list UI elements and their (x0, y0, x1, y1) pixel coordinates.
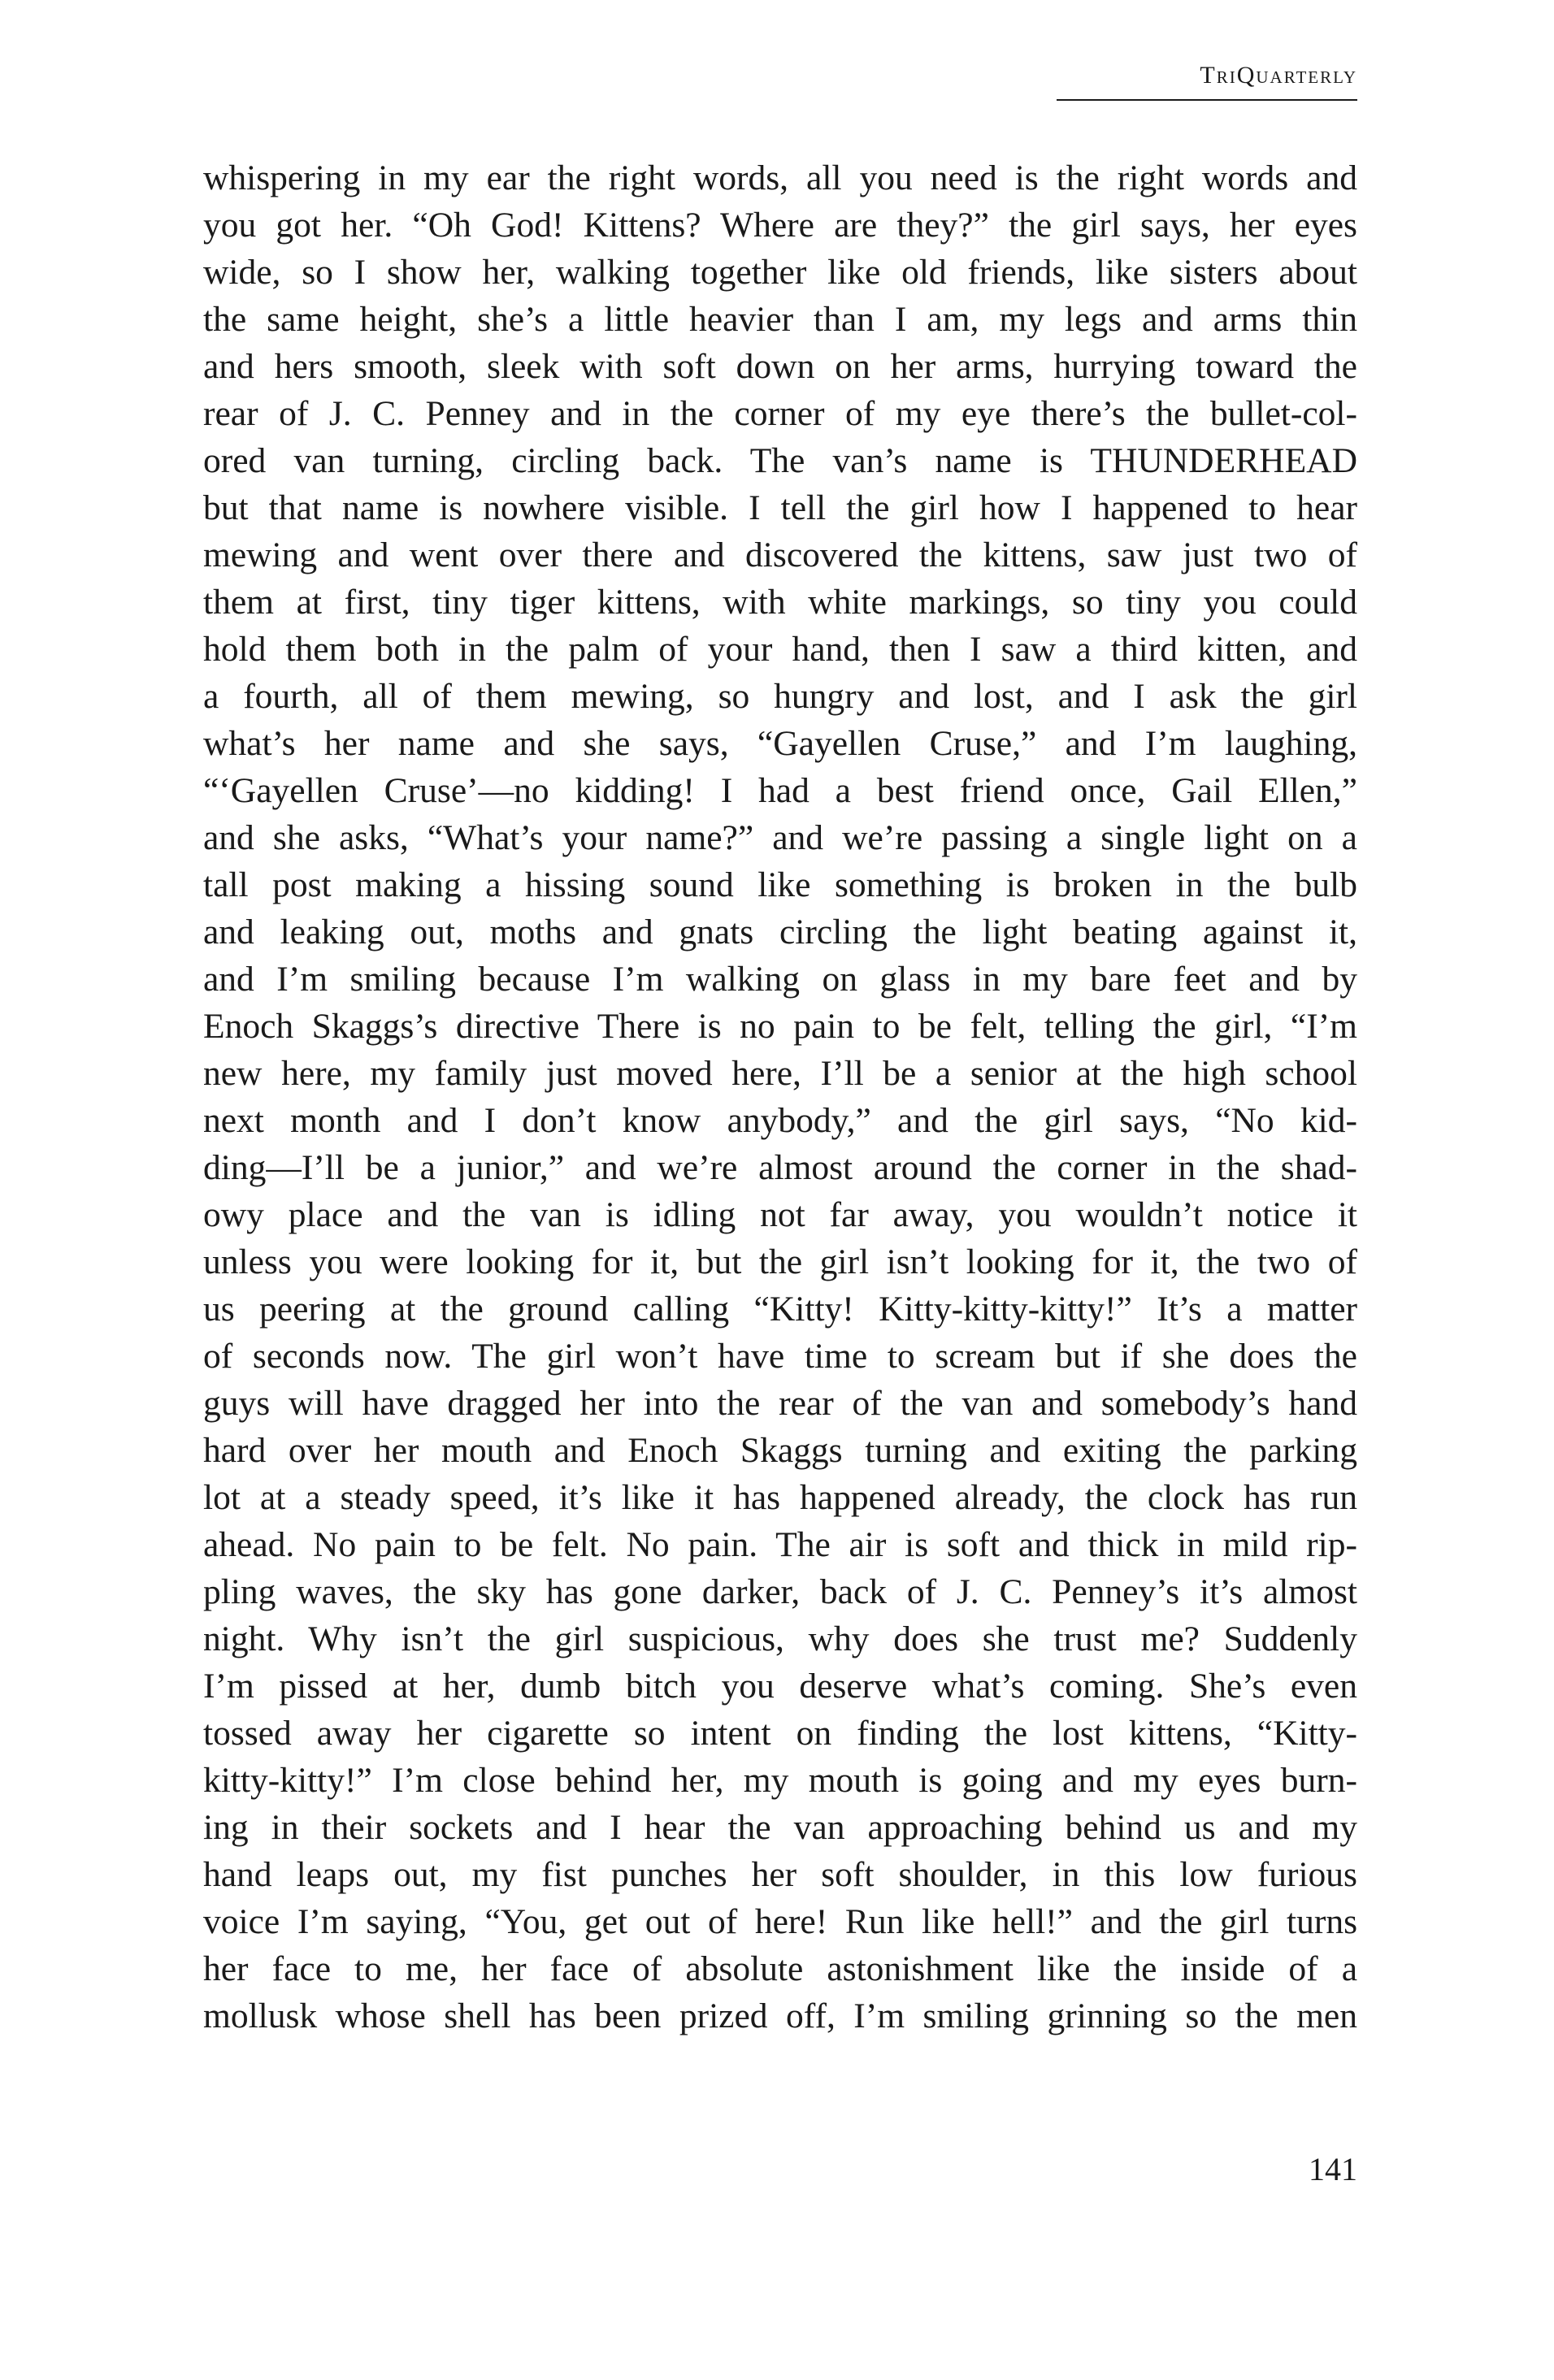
text-line: mollusk whose shell has been prized off, I’m smiling grinning so the men (203, 1996, 1357, 2035)
text-line: a fourth, all of them mewing, so hungry and lost, and I ask the girl (203, 677, 1357, 716)
text-line: and she asks, “What’s your name?” and we’re passing a single light on a (203, 818, 1357, 857)
text-line: unless you were looking for it, but the girl isn’t looking for it, the two of (203, 1242, 1357, 1281)
running-head: TriQuarterly (1057, 62, 1357, 101)
text-line: mewing and went over there and discovered the kittens, saw just two of (203, 535, 1357, 574)
text-line: the same height, she’s a little heavier than I am, my legs and arms thin (203, 300, 1357, 339)
text-line: wide, so I show her, walking together like old friends, like sisters about (203, 253, 1357, 292)
text-line: us peering at the ground calling “Kitty! Kitty-kitty-kitty!” It’s a matter (203, 1290, 1357, 1329)
text-line: of seconds now. The girl won’t have time to scream but if she does the (203, 1337, 1357, 1376)
text-line: guys will have dragged her into the rear of the van and somebody’s hand (203, 1384, 1357, 1423)
text-line: tall post making a hissing sound like something is broken in the bulb (203, 865, 1357, 904)
page-number: 141 (1309, 2151, 1357, 2187)
text-line: and hers smooth, sleek with soft down on her arms, hurrying toward the (203, 347, 1357, 386)
text-line: next month and I don’t know anybody,” and the girl says, “No kid- (203, 1101, 1357, 1140)
body-text (203, 154, 1357, 2040)
text-line: but that name is nowhere visible. I tell the girl how I happened to hear (203, 488, 1357, 527)
text-line: pling waves, the sky has gone darker, back of J. C. Penney’s it’s almost (203, 1572, 1357, 1611)
text-line: I’m pissed at her, dumb bitch you deserve what’s coming. She’s even (203, 1667, 1357, 1706)
text-line: ored van turning, circling back. The van’s name is THUNDERHEAD (203, 441, 1357, 480)
text-line: night. Why isn’t the girl suspicious, why does she trust me? Suddenly (203, 1619, 1357, 1658)
text-line: ahead. No pain to be felt. No pain. The air is soft and thick in mild rip- (203, 1525, 1357, 1564)
text-line: ing in their sockets and I hear the van approaching behind us and my (203, 1808, 1357, 1847)
text-line: ding—I’ll be a junior,” and we’re almost around the corner in the shad- (203, 1148, 1357, 1187)
text-line: and leaking out, moths and gnats circling the light beating against it, (203, 913, 1357, 952)
text-line: you got her. “Oh God! Kittens? Where are they?” the girl says, her eyes (203, 206, 1357, 245)
text-line: voice I’m saying, “You, get out of here! Run like hell!” and the girl turns (203, 1902, 1357, 1941)
text-line: hold them both in the palm of your hand, then I saw a third kitten, and (203, 630, 1357, 669)
text-line: new here, my family just moved here, I’ll be a senior at the high school (203, 1054, 1357, 1093)
text-line: her face to me, her face of absolute astonishment like the inside of a (203, 1949, 1357, 1988)
text-line: what’s her name and she says, “Gayellen Cruse,” and I’m laughing, (203, 724, 1357, 763)
text-line: whispering in my ear the right words, all you need is the right words and (203, 158, 1357, 197)
text-line: tossed away her cigarette so intent on finding the lost kittens, “Kitty- (203, 1714, 1357, 1753)
text-line: hard over her mouth and Enoch Skaggs turning and exiting the parking (203, 1431, 1357, 1470)
text-line: owy place and the van is idling not far away, you wouldn’t notice it (203, 1195, 1357, 1234)
text-line: and I’m smiling because I’m walking on glass in my bare feet and by (203, 960, 1357, 999)
text-line: kitty-kitty!” I’m close behind her, my mouth is going and my eyes burn- (203, 1761, 1357, 1800)
text-line: rear of J. C. Penney and in the corner of my eye there’s the bullet-col- (203, 394, 1357, 433)
text-line: hand leaps out, my fist punches her soft shoulder, in this low furious (203, 1855, 1357, 1894)
text-line: them at first, tiny tiger kittens, with white markings, so tiny you could (203, 583, 1357, 622)
text-line: lot at a steady speed, it’s like it has happened already, the clock has run (203, 1478, 1357, 1517)
text-line: Enoch Skaggs’s directive There is no pain to be felt, telling the girl, “I’m (203, 1007, 1357, 1046)
text-line: “‘Gayellen Cruse’—no kidding! I had a best friend once, Gail Ellen,” (203, 771, 1357, 810)
